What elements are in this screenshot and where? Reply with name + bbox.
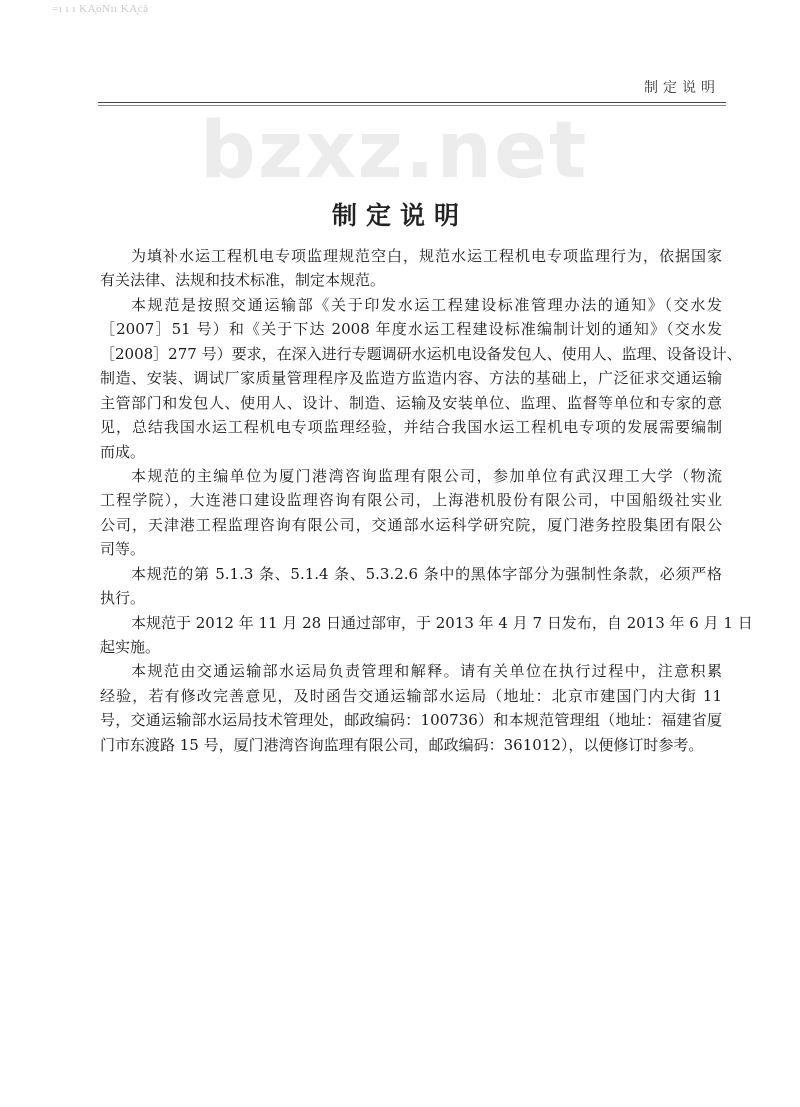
paragraph-line: 而成。 [100, 442, 146, 461]
paragraph-line: 有关法律、法规和技术标准，制定本规范。 [100, 271, 386, 290]
paragraph [100, 659, 722, 757]
paragraph-line: 本规范由交通运输部水运局负责管理和解释。请有关单位在执行过程中，注意积累 [131, 662, 722, 681]
paragraph-line: 执行。 [100, 589, 146, 608]
paragraph-line: 见，总结我国水运工程机电专项监理经验，并结合我国水运工程机电专项的发展需要编制 [100, 418, 722, 437]
paragraph-line: 公司，天津港工程监理咨询有限公司，交通部水运科学研究院，厦门港务控股集团有限公 [100, 515, 722, 534]
paragraph-line: ［2007］51 号）和《关于下达 2008 年度水运工程建设标准编制计划的通知》（交水发 [100, 320, 722, 339]
paragraph-line: 制造、安装、调试厂家质量管理程序及监造方监造内容、方法的基础上，广泛征求交通运输 [100, 369, 722, 388]
paragraph-line: 工程学院），大连港口建设监理咨询有限公司，上海港机股份有限公司，中国船级社实业 [100, 491, 722, 510]
paragraph [100, 464, 722, 562]
paragraph [100, 562, 722, 611]
paragraph-line: 本规范是按照交通运输部《关于印发水运工程建设标准管理办法的通知》（交水发 [131, 295, 722, 314]
header-rule [98, 102, 726, 103]
watermark: bzxz.net [200, 106, 589, 196]
running-head: 制定说明 [644, 80, 720, 96]
page-title: 制定说明 [331, 201, 468, 230]
scan-artifact-text: =ı ı ı KA̧òNıı KA̧ćā [52, 3, 149, 15]
paragraph-line: 号，交通运输部水运局技术管理处，邮政编码：100736）和本规范管理组（地址：福建省厦 [100, 711, 722, 730]
paragraph [100, 244, 722, 293]
paragraph [100, 611, 753, 660]
paragraph-line: 经验，若有修改完善意见，及时函告交通运输部水运局（地址：北京市建国门内大街 11 [100, 686, 722, 705]
paragraph-line: 本规范的第 5.1.3 条、5.1.4 条、5.3.2.6 条中的黑体字部分为强制性条款，必须严格 [131, 564, 722, 583]
paragraph-line: 起实施。 [100, 638, 161, 656]
paragraph [100, 293, 742, 464]
paragraph-line: 门市东渡路 15 号，厦门港湾咨询监理有限公司，邮政编码：361012），以便修订时参考。 [100, 735, 704, 754]
paragraph-line: 主管部门和发包人、使用人、设计、制造、运输及安装单位、监理、监督等单位和专家的意 [100, 393, 722, 412]
paragraph-line: 为填补水运工程机电专项监理规范空白，规范水运工程机电专项监理行为，依据国家 [131, 247, 722, 265]
paragraph-line: 司等。 [100, 540, 146, 559]
paragraph-line: ［2008］277 号）要求，在深入进行专题调研水运机电设备发包人、使用人、监理、设备设计、 [100, 344, 742, 363]
document-body [100, 244, 753, 757]
paragraph-line: 本规范于 2012 年 11 月 28 日通过部审，于 2013 年 4 月 7 日发布，自 2013 年 6 月 1 日 [131, 613, 753, 632]
paragraph-line: 本规范的主编单位为厦门港湾咨询监理有限公司，参加单位有武汉理工大学（物流 [131, 466, 722, 485]
